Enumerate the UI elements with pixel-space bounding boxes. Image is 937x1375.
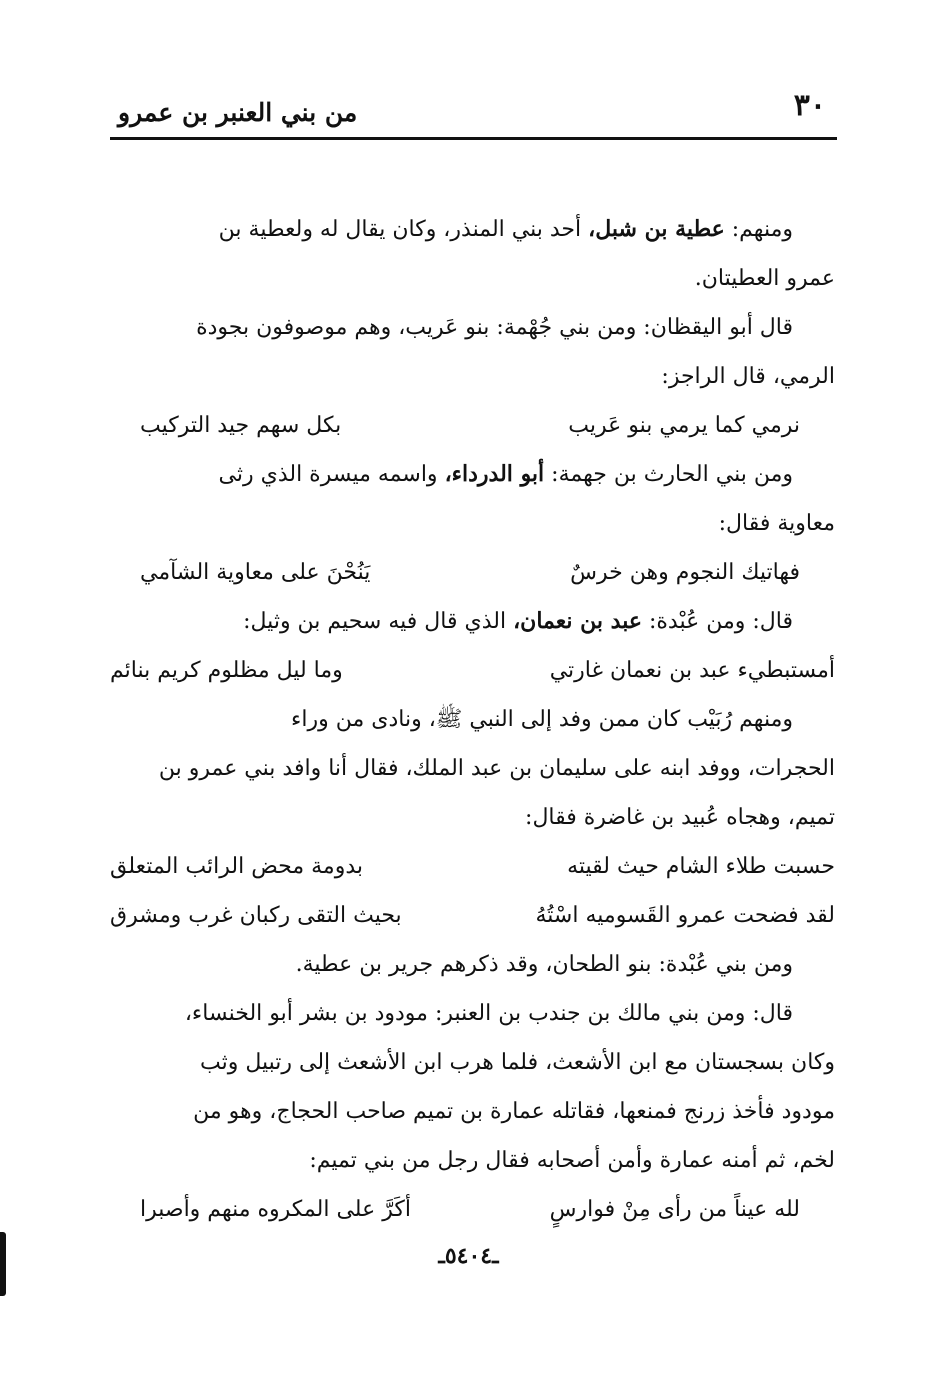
text-line: قال: ومن بني مالك بن جندب بن العنبر: مودود بن بشر أبو الخنساء، [184,1001,793,1026]
text-line: مودود فأخذ زرنج فمنعها، فقاتله عمارة بن تميم صاحب الحجاج، وهو من [193,1099,835,1124]
bold-name: عطية بن شبل، [588,216,725,242]
text-line: الحجرات، ووفد ابنه على سليمان بن عبد الملك، فقال أنا وافد بني عمرو بن [158,756,835,781]
verse-hemistich-second: وما ليل مظلوم كريم بنائم [110,658,343,683]
text-line: ومن بني عُبْدة: بنو الطحان، وقد ذكرهم جرير بن عطية. [295,952,793,977]
verse-hemistich-first: نرمي كما يرمي بنو عَريب [568,413,800,438]
verse-hemistich-first: لله عيناً من رأى مِنْ فوارسٍ [549,1197,800,1222]
text-span: واسمه ميسرة الذي رثى [218,462,438,487]
text-line: الرمي، قال الراجز: [661,364,835,389]
verse-hemistich-first: لقد فضحت عمرو القَسوميه اسْتُهُ [535,903,835,928]
text-span: أحد بني المنذر، وكان يقال له ولعطية بن [218,217,582,242]
verse-hemistich-first: أمستبطيء عبد بن نعمان غارتي [549,658,835,683]
text-line: قال أبو اليقظان: ومن بني جُهْمة: بنو عَريب، وهم موصوفون بجودة [196,315,793,340]
verse-hemistich-second: بدومة محض الرائب المتعلق [110,854,363,879]
text-line: وكان بسجستان مع ابن الأشعث، فلما هرب ابن الأشعث إلى رتبيل وثب [200,1050,835,1075]
verse-hemistich-second: أكَرَّ على المكروه منهم وأصبرا [140,1197,411,1222]
verse-hemistich-second: يَنُحْنَ على معاوية الشآمي [140,560,371,585]
verse-line [110,548,835,597]
text-line: لخم، ثم أمنه عمارة وأمن أصحابه فقال رجل من بني تميم: [309,1148,835,1173]
text-line: معاوية فقال: [718,511,835,536]
bold-name: عبد بن نعمان، [513,608,642,634]
verse-hemistich-first: حسبت طلاء الشام حيث لقيته [567,854,835,879]
verse-line [110,401,835,450]
verse-hemistich-second: بحيث التقى ركبان غرب ومشرق [110,903,402,928]
verse-line [110,1185,835,1234]
text-line [110,597,835,646]
text-span: ومن بني الحارث بن جهمة: [551,462,793,487]
verse-hemistich-second: بكل سهم جيد التركيب [140,413,342,438]
text-line [110,205,835,254]
verse-line [110,646,835,695]
header-title: من بني العنبر بن عمرو [118,98,358,127]
footer-page-number: ـ٥٤٠٤ـ [438,1243,499,1269]
verse-line [110,891,835,940]
header-rule [110,137,837,140]
scan-edge-mark [0,1232,6,1296]
text-line: ومنهم رُبَيْب كان ممن وفد إلى النبي ﷺ، ونادى من وراء [291,707,793,732]
verse-line [110,842,835,891]
text-span: قال: ومن عُبْدة: [648,609,793,634]
header-page-number: ٣٠ [793,88,826,123]
text-span: ومنهم: [731,217,793,242]
text-span: الذي قال فيه سحيم بن وثيل: [243,609,507,634]
bold-name: أبو الدرداء، [444,461,545,487]
text-line [110,450,835,499]
page-body [110,205,835,1234]
running-header [110,88,834,136]
text-line: عمرو العطيتان. [694,266,835,291]
text-line: تميم، وهجاه عُبيد بن غاضرة فقال: [525,805,835,830]
verse-hemistich-first: فهاتيك النجوم وهن خرسٌ [570,560,800,585]
